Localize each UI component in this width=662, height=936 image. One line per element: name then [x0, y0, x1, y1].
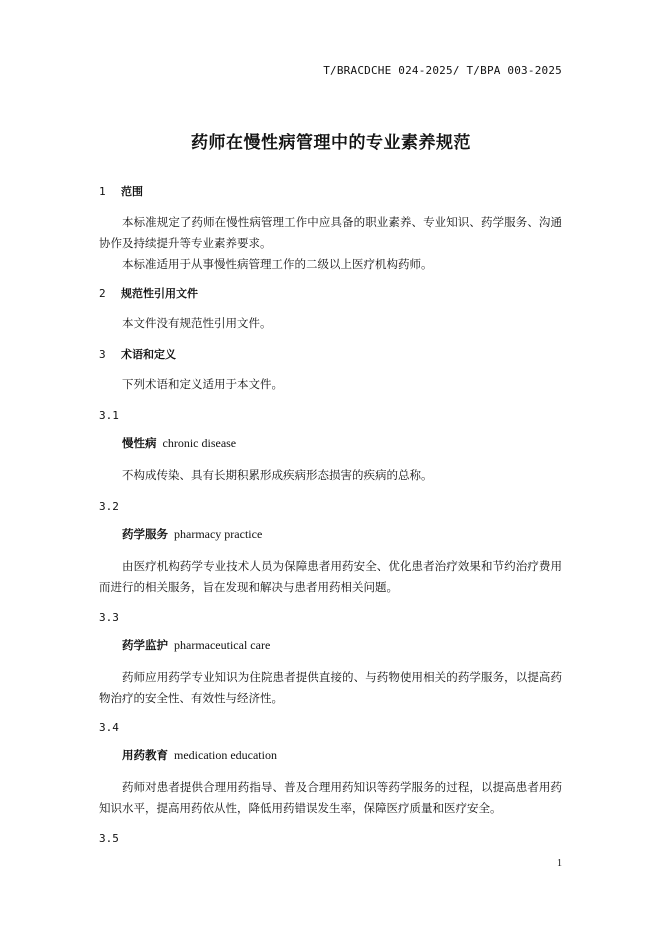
section-number: 1	[99, 185, 106, 198]
page-number: 1	[557, 858, 562, 869]
subsection-number: 3.5	[99, 832, 119, 845]
paragraph-scope-2: 本标准适用于从事慢性病管理工作的二级以上医疗机构药师。	[122, 257, 433, 271]
term-zh: 药学服务	[122, 527, 168, 541]
document-code: T/BRACDCHE 024-2025/ T/BPA 003-2025	[323, 64, 562, 77]
section-number: 3	[99, 348, 106, 361]
section-heading-scope	[99, 183, 143, 199]
section-heading-definitions	[99, 346, 176, 362]
term-heading	[122, 526, 262, 542]
term-zh: 慢性病	[122, 436, 157, 450]
section-title: 术语和定义	[121, 348, 176, 361]
paragraph-definitions-intro: 下列术语和定义适用于本文件。	[122, 377, 283, 391]
term-en: pharmacy practice	[174, 527, 263, 541]
paragraph-references: 本文件没有规范性引用文件。	[122, 316, 272, 330]
subsection-number: 3.1	[99, 409, 119, 422]
section-title: 范围	[121, 185, 143, 198]
term-definition: 药师应用药学专业知识为住院患者提供直接的、与药物使用相关的药学服务，以提高药物治疗的安全性、有效性与经济性。	[99, 670, 562, 705]
term-zh: 用药教育	[122, 748, 168, 762]
term-zh: 药学监护	[122, 638, 168, 652]
subsection-number: 3.3	[99, 611, 119, 624]
term-definition: 不构成传染、具有长期积累形成疾病形态损害的疾病的总称。	[122, 468, 433, 482]
term-definition: 药师对患者提供合理用药指导、普及合理用药知识等药学服务的过程，以提高患者用药知识水平，提高用药依从性，降低用药错误发生率，保障医疗质量和医疗安全。	[99, 780, 562, 815]
term-definition: 由医疗机构药学专业技术人员为保障患者用药安全、优化患者治疗效果和节约治疗费用而进行的相关服务，旨在发现和解决与患者用药相关问题。	[99, 559, 562, 594]
paragraph-scope-1: 本标准规定了药师在慢性病管理工作中应具备的职业素养、专业知识、药学服务、沟通协作及持续提升等专业素养要求。	[99, 215, 562, 250]
page-title: 药师在慢性病管理中的专业素养规范	[191, 133, 471, 153]
term-heading	[122, 747, 277, 763]
term-en: medication education	[174, 748, 277, 762]
term-en: pharmaceutical care	[174, 638, 271, 652]
section-title: 规范性引用文件	[121, 287, 198, 300]
section-number: 2	[99, 287, 106, 300]
subsection-number: 3.2	[99, 500, 119, 513]
subsection-number: 3.4	[99, 721, 119, 734]
section-heading-references	[99, 285, 198, 301]
term-en: chronic disease	[162, 436, 237, 450]
term-heading	[122, 637, 270, 653]
term-heading	[122, 435, 236, 451]
